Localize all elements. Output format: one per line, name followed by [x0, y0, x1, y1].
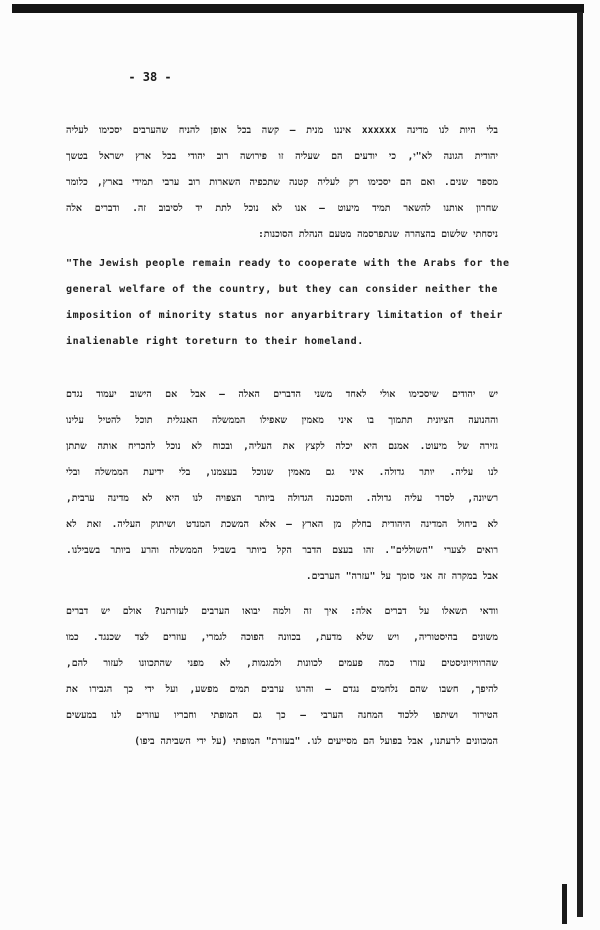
text-line: inalienable right toreturn to their homeland. [66, 336, 364, 347]
text-line: וודאי תשאלו על דברים אלה: איך זה ולמה יבואו הערבים לעזרתנו? אולם יש דברים [66, 606, 498, 617]
scan-corner-mark [562, 884, 567, 924]
text-line: יהודית הגונה לא"י, כי יודעים הם שעליה זו פירושה רוב יהודי בכל ארץ ישראל בטשך [66, 151, 498, 162]
text-line: general welfare of the country, but they can consider neither the [66, 284, 498, 295]
text-line: לנו עליה. יותר גדולה. איני גם מאמין שנוכל בעצמנו, בלי ידיעת הממשלה ובלי [66, 467, 498, 478]
text-line: משונים בהיסטוריה, ויש שלא מדעת, בכוונה הפוכה לגמרי, עוזרים לצד שכנגד. כמו [66, 632, 498, 643]
text-line: בלי היות לנו מדינה xxxxxx איננו מנית – קשה בכל אופן להניח שהערבים יסכימו לעליה [66, 125, 498, 136]
text-line: מספר שנים. ואם הם יסכימו רק לעליה קטנה שתכפיה השארות רוב ערבי תמידי בארץ, כלומר [66, 177, 498, 188]
scan-top-border [12, 4, 584, 13]
text-line: שחרון אותנו להשאר תמיד מיעוט – אנו לא נוכל לתת יד לסיבוב זה. ודברים אלה [66, 203, 498, 214]
paragraph-4 [66, 606, 498, 762]
text-line: שהרוויזיוניסטים עזרו כמה פעמים לכוונות ולמגמות, לא מפני שהתכוונו לעזור להם, [66, 658, 498, 669]
text-line: אבל במקרה זה אני סומך על "עזרה" הערבים. [305, 571, 498, 582]
text-line: ניסחתי שלשום בהצהרה שנתפרסמה מטעם הנהלת הסוכנות: [258, 229, 498, 240]
text-line: להיפך, חשבו שהם נלחמים נגדם – והרגו ערבים תמים מפשע, ועל ידי כך הגבירו את [66, 684, 498, 695]
page-number: - 38 - [128, 70, 172, 84]
scan-right-border [577, 12, 583, 917]
text-line: גזירה של מיעוט. אמנם היא יכלה לקצץ את העליה, ובכוח לא נוכל להכריח אותה שתתן [66, 441, 498, 452]
text-line: רואים לצערי "השוללים". זהו בעצם הדבר הקל ביותר בשביל הממשלה והרע ביותר בשבילנו. [66, 545, 498, 556]
text-line: לא ביחול המדינה היהודית בחלק מן הארץ – אלא המשכת המנדט ושיתוק העליה. זאת לא [66, 519, 498, 530]
text-line: יש יהודים שיסכימו אולי לאחד משני הדברים האלה – אבל אם הישוב יעמוד נגדם [66, 389, 498, 400]
paragraph-1 [66, 125, 498, 255]
text-line: imposition of minority status nor anyarbitrary limitation of their [66, 310, 503, 321]
text-line: הטירור ושיתפו ללכוד המחנה הערבי – כך גם המופתי וחבריו עוזרים לנו במעשים [66, 710, 498, 721]
text-line: "The Jewish people remain ready to cooperate with the Arabs for the [66, 258, 510, 269]
text-line: רשיונה, לסדר עליה גדולה. והסכנה הגדולה ביותר הצפויה לנו היא לא מדינה ערבית, [66, 493, 498, 504]
text-line: וההנועה הציונית תתמוך בו איני מאמין שאפילו הממשלה האנגלית תוכל להטיל עלינו [66, 415, 498, 426]
text-line: המכוונים לרעתנו, אבל בפועל הם מסייעים לנו. "בעזרת" המופתי (על ידי השביתה ביפו) [134, 736, 498, 747]
paragraph-2-english-quote [66, 258, 510, 362]
paragraph-3 [66, 389, 498, 597]
